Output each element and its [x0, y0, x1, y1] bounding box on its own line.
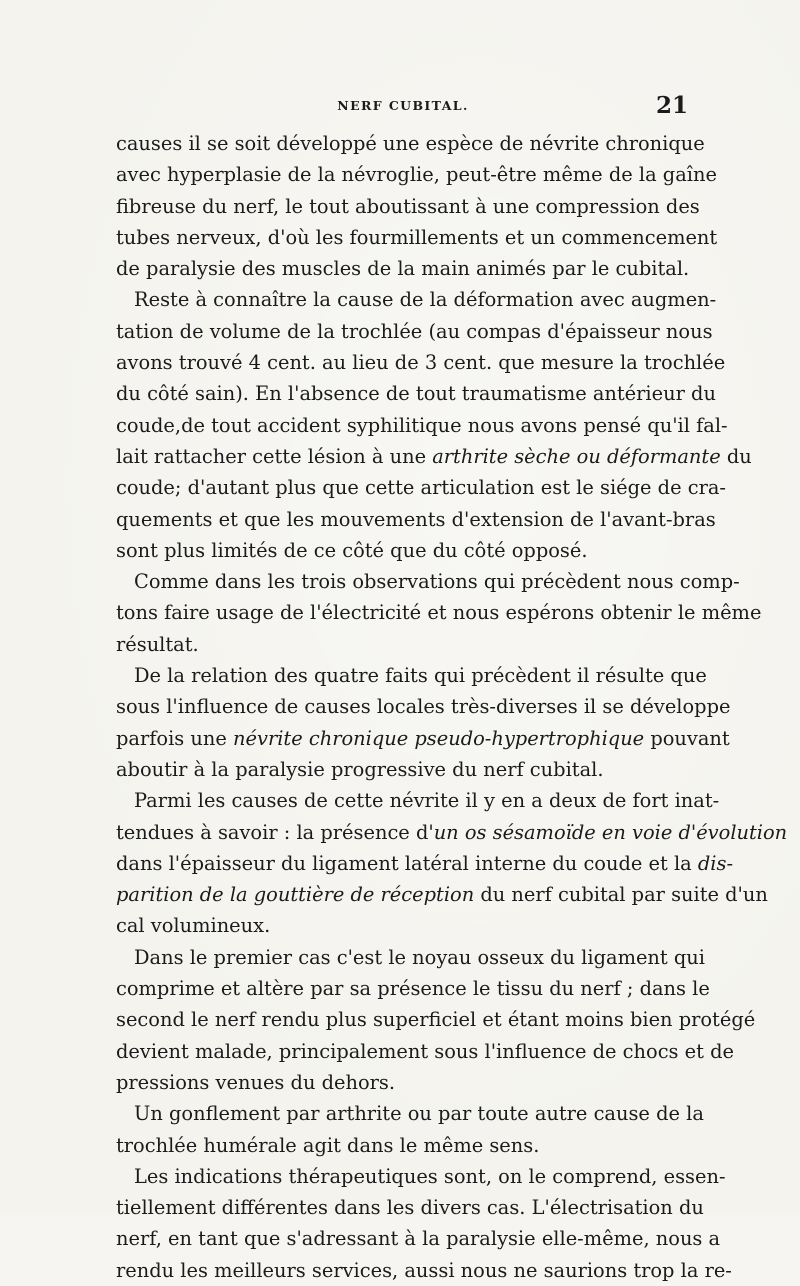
- text-segment: tation de volume de la trochlée (au compas d'épaisseur nous: [116, 319, 713, 343]
- text-segment: coude,de tout accident syphilitique nous avons pensé qu'il fal-: [116, 413, 728, 437]
- text-line: [116, 535, 684, 566]
- text-segment: sont plus limités de ce côté que du côté opposé.: [116, 538, 588, 562]
- text-line: [116, 942, 705, 973]
- running-head: NERF CUBITAL.: [337, 98, 469, 113]
- text-segment: Parmi les causes de cette névrite il y en a deux de fort inat-: [134, 789, 720, 813]
- text-segment: du: [720, 444, 752, 468]
- text-segment: tendues à savoir : la présence d': [116, 820, 434, 844]
- paragraph: [116, 566, 762, 660]
- text-segment: lait rattacher cette lésion à une: [116, 444, 433, 468]
- text-segment: second le nerf rendu plus superficiel et étant moins bien protégé: [116, 1008, 756, 1032]
- paragraph: [116, 1098, 704, 1161]
- italic-phrase: parition de la gouttière de réception: [116, 883, 475, 907]
- text-line: [116, 441, 752, 472]
- text-line: [116, 1098, 704, 1129]
- text-line: [116, 848, 734, 879]
- paragraph: [116, 1161, 732, 1286]
- text-line: [116, 128, 705, 159]
- text-line: [116, 597, 762, 628]
- italic-phrase: un os sésamoïde en voie d'évolution: [433, 820, 788, 844]
- text-segment: comprime et altère par sa présence le tissu du nerf ; dans le: [116, 977, 710, 1001]
- italic-phrase: arthrite sèche ou déformante: [432, 444, 721, 468]
- text-line: [116, 566, 740, 597]
- text-line: [116, 1192, 704, 1223]
- text-segment: trochlée humérale agit dans le même sens.: [116, 1133, 540, 1157]
- text-line: [116, 472, 726, 503]
- text-segment: Reste à connaître la cause de la déformation avec augmen-: [134, 288, 717, 312]
- text-segment: de paralysie des muscles de la main animés par le cubital.: [116, 257, 690, 281]
- text-line: [116, 253, 690, 284]
- text-line: [116, 910, 684, 941]
- text-segment: quements et que les mouvements d'extension de l'avant-bras: [116, 507, 716, 531]
- text-line: [116, 723, 730, 754]
- text-segment: causes il se soit développé une espèce de névrite chronique: [116, 132, 705, 155]
- text-segment: avec hyperplasie de la névroglie, peut-être même de la gaîne: [116, 163, 717, 187]
- text-segment: Dans le premier cas c'est le noyau osseux du ligament qui: [134, 945, 705, 969]
- text-segment: cal volumineux.: [116, 914, 271, 938]
- text-line: [116, 817, 788, 848]
- text-line: [116, 1004, 756, 1035]
- text-segment: résultat.: [116, 632, 199, 656]
- text-segment: pouvant: [644, 726, 730, 750]
- text-segment: Comme dans les trois observations qui précèdent nous comp-: [134, 570, 740, 594]
- text-segment: du nerf cubital par suite d'un: [474, 883, 768, 907]
- text-line: [116, 504, 716, 535]
- body-text: [116, 128, 788, 1286]
- text-line: [116, 159, 717, 190]
- text-line: [116, 1067, 684, 1098]
- text-line: [116, 378, 716, 409]
- text-line: [116, 754, 684, 785]
- text-segment: sous l'influence de causes locales très-diverses il se développe: [116, 695, 731, 719]
- text-line: [116, 1255, 732, 1286]
- text-line: [116, 973, 710, 1004]
- text-segment: coude; d'autant plus que cette articulation est le siége de cra-: [116, 476, 726, 500]
- text-segment: rendu les meilleurs services, aussi nous ne saurions trop la re-: [116, 1258, 732, 1282]
- text-line: [116, 660, 707, 691]
- text-segment: aboutir à la paralysie progressive du nerf cubital.: [116, 757, 604, 781]
- text-line: [116, 1161, 726, 1192]
- text-segment: devient malade, principalement sous l'influence de chocs et de: [116, 1039, 734, 1063]
- text-line: [116, 347, 726, 378]
- text-segment: avons trouvé 4 cent. au lieu de 3 cent. que mesure la trochlée: [116, 351, 726, 375]
- page-number: 21: [655, 92, 688, 119]
- text-segment: tubes nerveux, d'où les fourmillements et un commencement: [116, 225, 718, 249]
- text-segment: pressions venues du dehors.: [116, 1070, 396, 1094]
- text-segment: parfois une: [116, 726, 234, 750]
- page-header: [118, 92, 688, 122]
- paragraph: [116, 942, 756, 1098]
- text-line: [116, 316, 713, 347]
- text-segment: fibreuse du nerf, le tout aboutissant à une compression des: [116, 194, 700, 218]
- text-segment: Un gonflement par arthrite ou par toute autre cause de la: [134, 1102, 704, 1126]
- text-line: [116, 785, 720, 816]
- text-line: [116, 191, 700, 222]
- text-line: [116, 1036, 734, 1067]
- paragraph: [116, 284, 752, 566]
- text-segment: tons faire usage de l'électricité et nous espérons obtenir le même: [116, 601, 762, 625]
- text-line: [116, 691, 731, 722]
- text-line: [116, 1223, 721, 1254]
- text-segment: du côté sain). En l'absence de tout traumatisme antérieur du: [116, 382, 716, 406]
- text-line: [116, 1130, 684, 1161]
- text-segment: De la relation des quatre faits qui précèdent il résulte que: [134, 664, 707, 688]
- text-line: [116, 410, 728, 441]
- text-line: [116, 879, 768, 910]
- text-line: [116, 222, 718, 253]
- paragraph: [116, 785, 788, 941]
- paragraph: [116, 128, 718, 284]
- text-line: [116, 629, 684, 660]
- paragraph: [116, 660, 731, 785]
- text-segment: Les indications thérapeutiques sont, on le comprend, essen-: [134, 1164, 726, 1188]
- text-segment: tiellement différentes dans les divers cas. L'électrisation du: [116, 1196, 704, 1220]
- italic-phrase: dis-: [697, 851, 734, 875]
- text-segment: nerf, en tant que s'adressant à la paralysie elle-même, nous a: [116, 1227, 721, 1251]
- text-segment: dans l'épaisseur du ligament latéral interne du coude et la: [116, 851, 698, 875]
- text-line: [116, 284, 717, 315]
- italic-phrase: névrite chronique pseudo-hypertrophique: [233, 726, 645, 750]
